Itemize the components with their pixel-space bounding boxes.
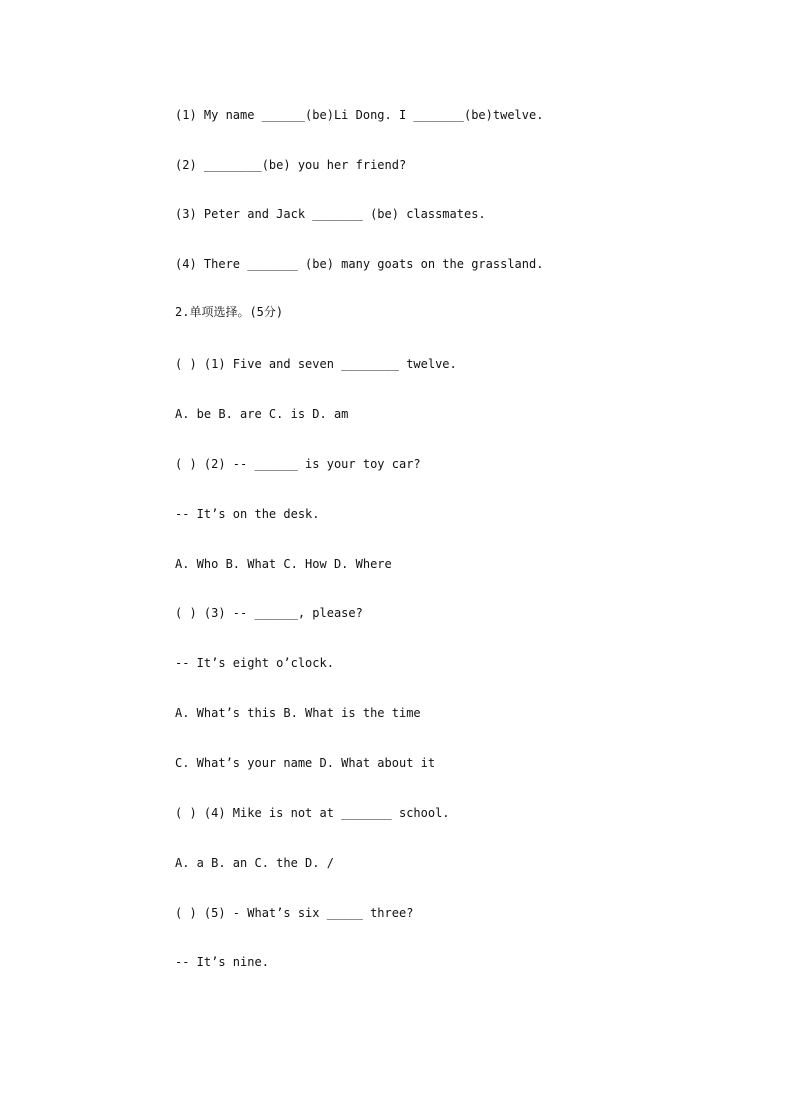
fill-in-question-1: (1) My name ______(be)Li Dong. I _______(be)twelve. [175,108,544,122]
fill-in-question-4: (4) There _______ (be) many goats on the grassland. [175,257,544,271]
fill-in-question-2: (2) ________(be) you her friend? [175,158,407,172]
choice-question-1: ( ) (1) Five and seven ________ twelve. [175,357,457,371]
choice-options-3b: C. What’s your name D. What about it [175,756,436,770]
choice-question-3-reply: -- It’s eight o’clock. [175,656,334,670]
choice-question-5-reply: -- It’s nine. [175,955,269,969]
choice-question-5: ( ) (5) - What’s six _____ three? [175,906,414,920]
choice-options-1: A. be B. are C. is D. am [175,407,349,421]
fill-in-question-3: (3) Peter and Jack _______ (be) classmates. [175,207,486,221]
choice-question-2: ( ) (2) -- ______ is your toy car? [175,457,421,471]
choice-options-3a: A. What’s this B. What is the time [175,706,421,720]
choice-question-3: ( ) (3) -- ______, please? [175,606,363,620]
choice-options-2: A. Who B. What C. How D. Where [175,557,392,571]
section-heading: 2.单项选择。(5分) [175,305,284,319]
choice-question-2-reply: -- It’s on the desk. [175,507,320,521]
choice-options-4: A. a B. an C. the D. / [175,856,334,870]
choice-question-4: ( ) (4) Mike is not at _______ school. [175,806,450,820]
